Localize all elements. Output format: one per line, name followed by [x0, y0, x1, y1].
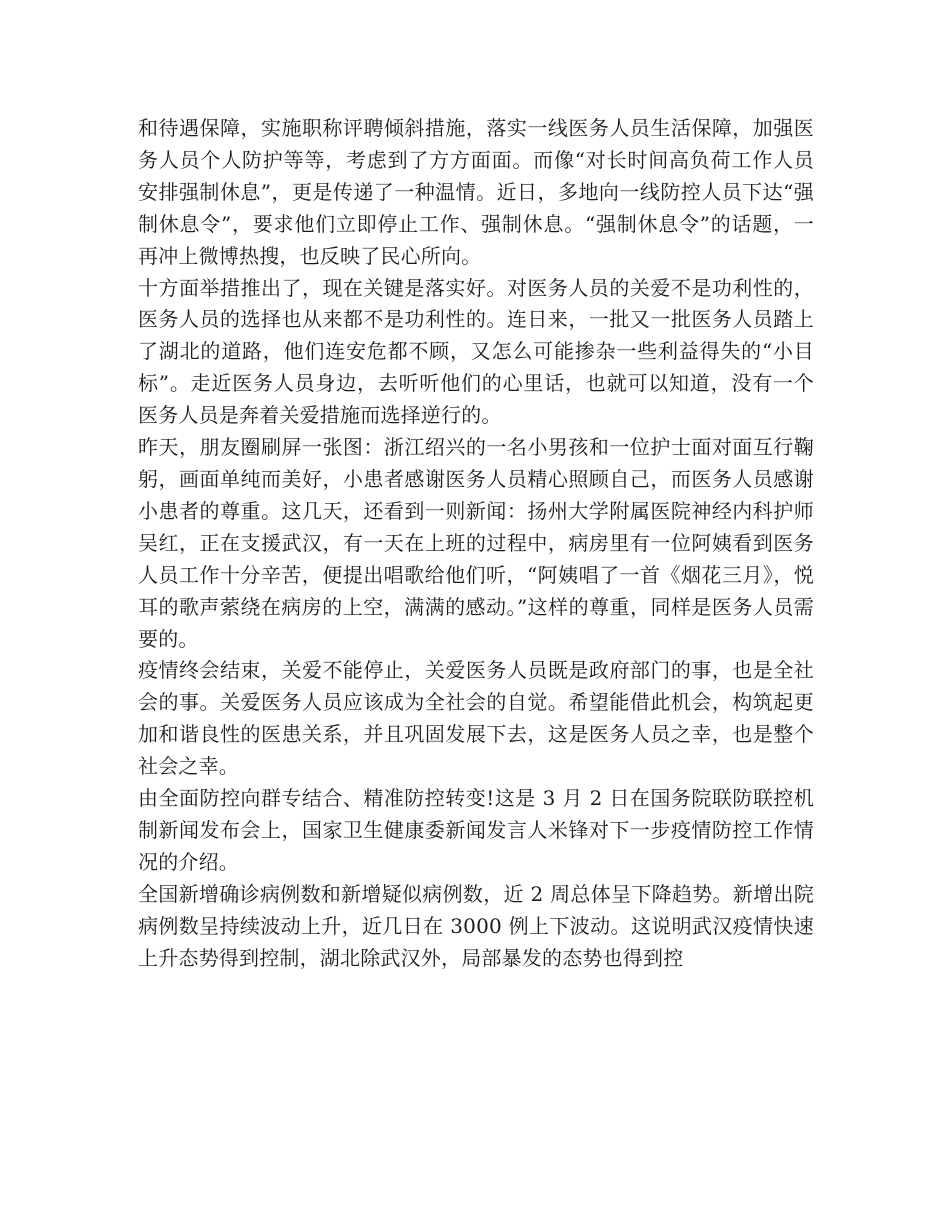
paragraph: 和待遇保障，实施职称评聘倾斜措施，落实一线医务人员生活保障，加强医务人员个人防护等等，考虑到了方方面面。而像“对长时间高负荷工作人员安排强制休息”，更是传递了一种温情。近日，多地向一线防控人员下达“强制休息令”，要求他们立即停止工作、强制休息。“强制休息令”的话题，一再冲上微博热搜，也反映了民心所向。: [138, 116, 814, 268]
paragraph: 全国新增确诊病例数和新增疑似病例数，近 2 周总体呈下降趋势。新增出院病例数呈持续波动上升，近几日在 3000 例上下波动。这说明武汉疫情快速上升态势得到控制，湖北除武汉外，局部暴发的态势也得到控: [138, 881, 814, 970]
paragraph: 疫情终会结束，关爱不能停止，关爱医务人员既是政府部门的事，也是全社会的事。关爱医务人员应该成为全社会的自觉。希望能借此机会，构筑起更加和谐良性的医患关系，并且巩固发展下去，这是医务人员之幸，也是整个社会之幸。: [138, 658, 814, 779]
document-body: [138, 113, 814, 974]
paragraph: 昨天，朋友圈刷屏一张图：浙江绍兴的一名小男孩和一位护士面对面互行鞠躬，画面单纯而美好，小患者感谢医务人员精心照顾自己，而医务人员感谢小患者的尊重。这几天，还看到一则新闻：扬州大学附属医院神经内科护师吴红，正在支援武汉，有一天在上班的过程中，病房里有一位阿姨看到医务人员工作十分辛苦，便提出唱歌给他们听，“阿姨唱了一首《烟花三月》，悦耳的歌声萦绕在病房的上空，满满的感动。”这样的尊重，同样是医务人员需要的。: [138, 435, 814, 651]
paragraph: 由全面防控向群专结合、精准防控转变!这是 3 月 2 日在国务院联防联控机制新闻发布会上，国家卫生健康委新闻发言人米锋对下一步疫情防控工作情况的介绍。: [138, 786, 814, 874]
paragraph: 十方面举措推出了，现在关键是落实好。对医务人员的关爱不是功利性的，医务人员的选择也从来都不是功利性的。连日来，一批又一批医务人员踏上了湖北的道路，他们连安危都不顾，又怎么可能掺杂一些利益得失的“小目标”。走近医务人员身边，去听听他们的心里话，也就可以知道，没有一个医务人员是奔着关爱措施而选择逆行的。: [138, 275, 814, 428]
